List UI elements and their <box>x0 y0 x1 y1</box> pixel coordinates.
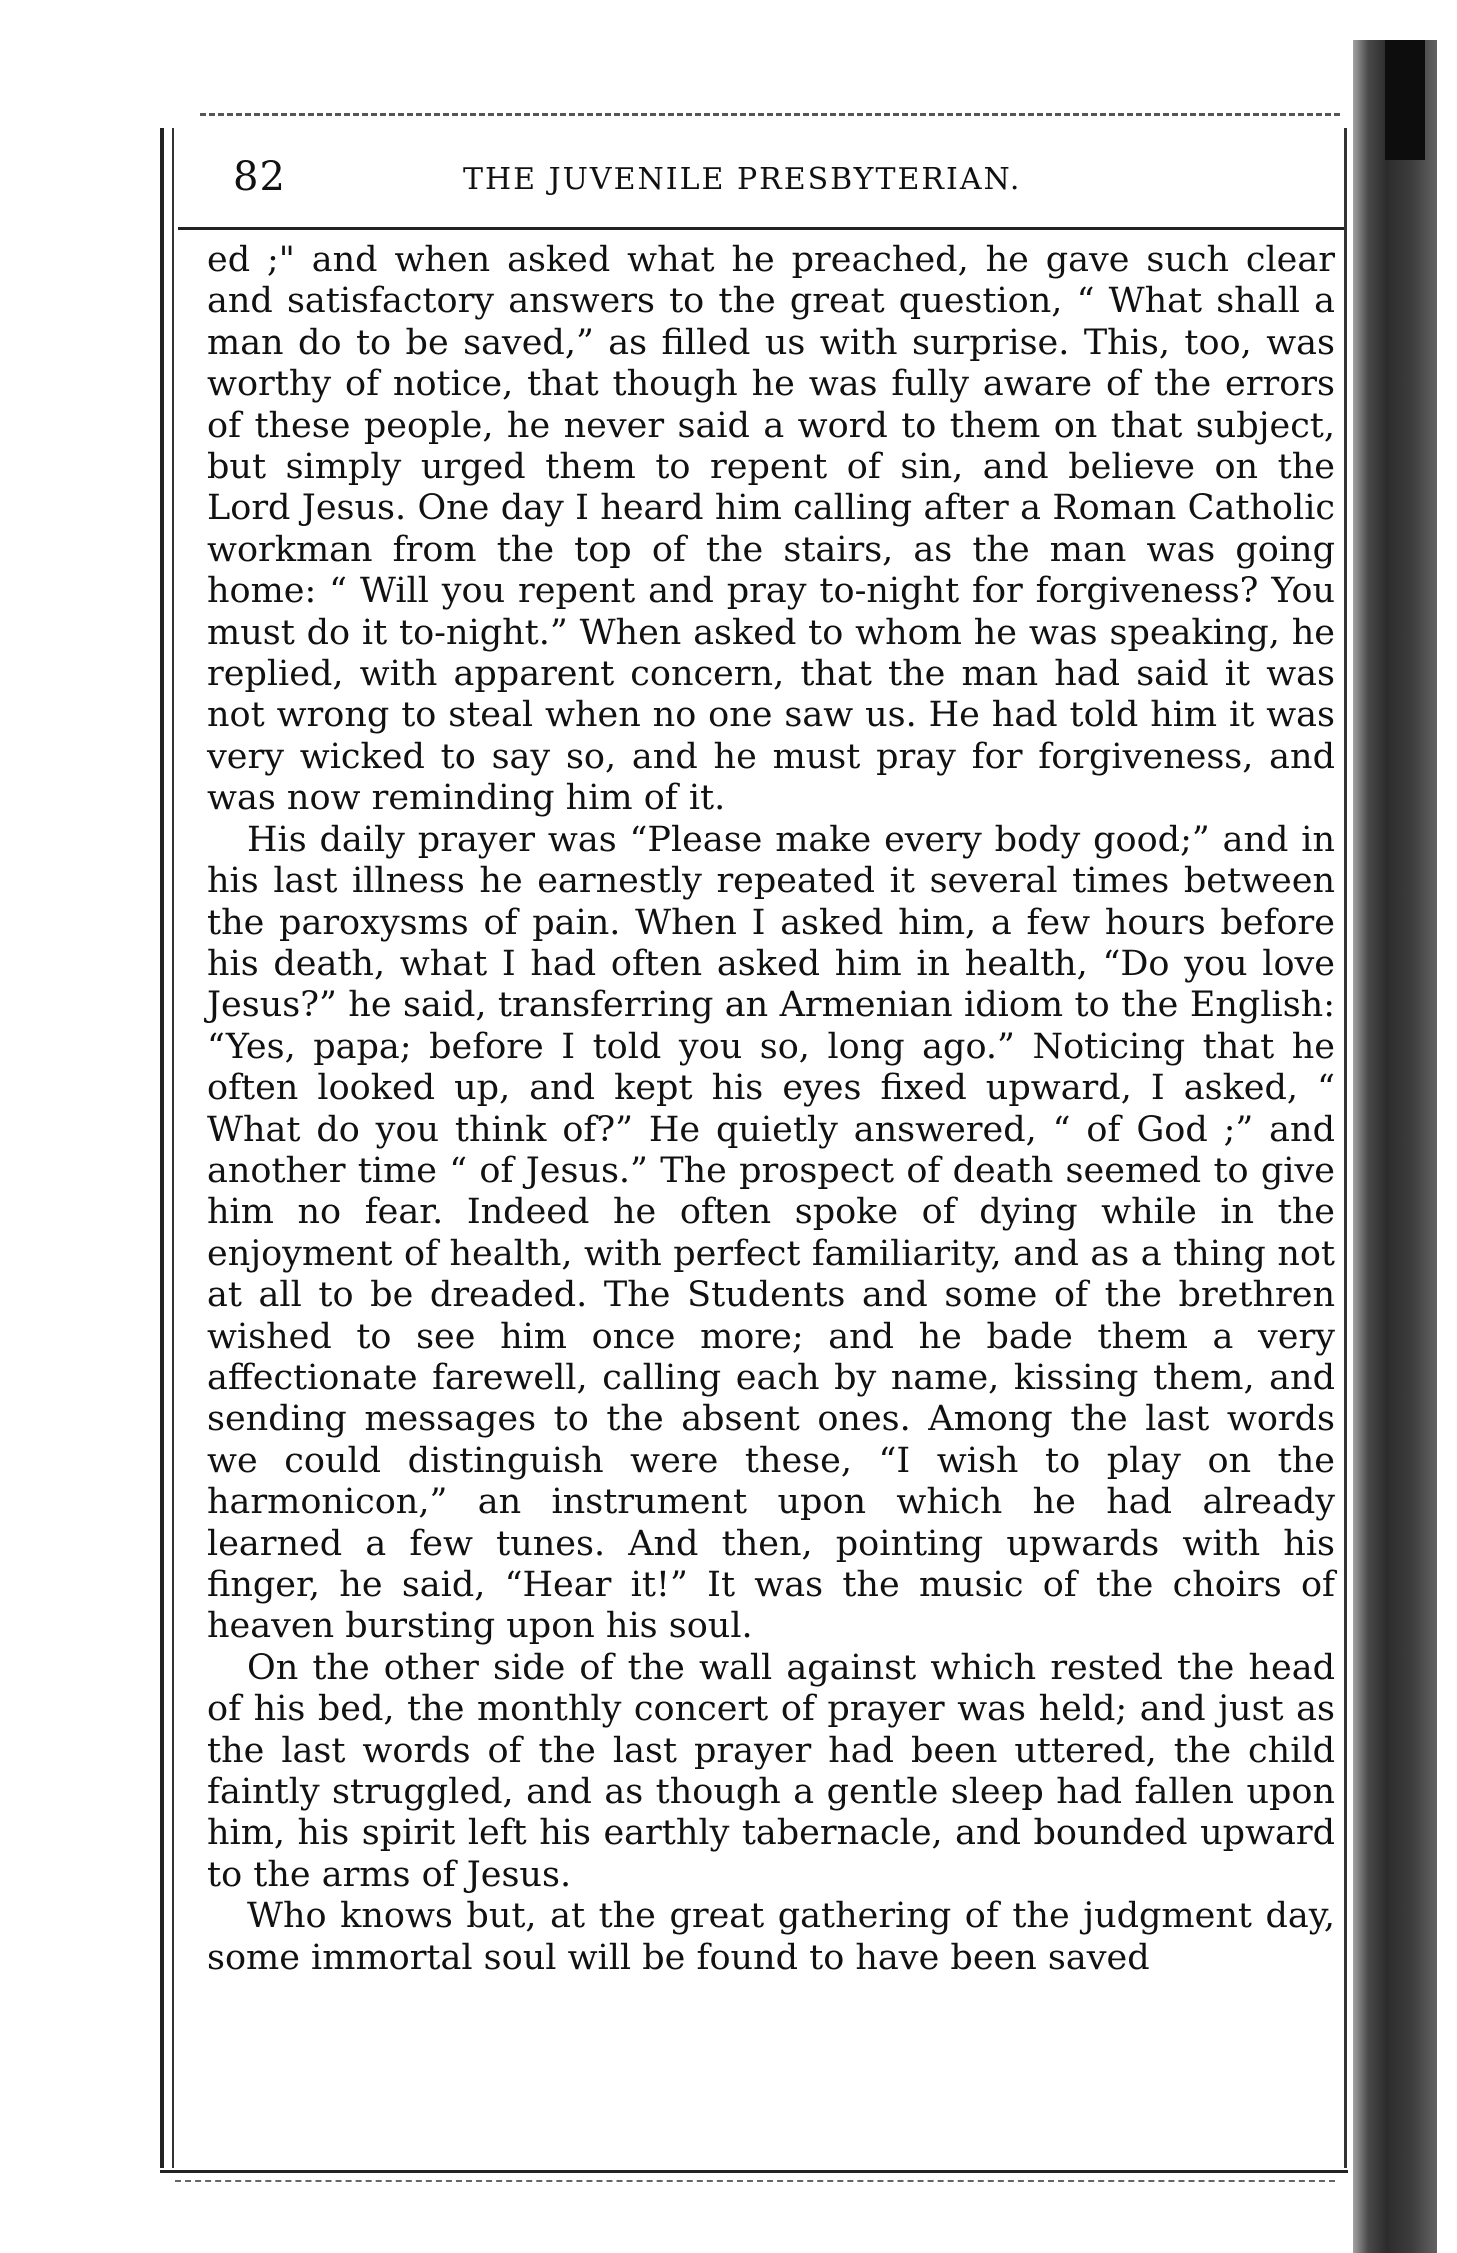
paragraph: His daily prayer was “Please make every body good;” and in his last illness he earnestly repeated it several times between the paroxysms of pain. When I asked him, a few hours before his death, what I had often asked him in health, “Do you love Jesus?” he said, transferring an Armenian idiom to the English: “Yes, papa; before I told you so, long ago.” Noticing that he often looked up, and kept his eyes fixed upward, I asked, “ What do you think of?” He quietly answered, “ of God ;” and another time “ of Jesus.” The prospect of death seemed to give him no fear. Indeed he often spoke of dying while in the enjoyment of health, with perfect familiarity, and as a thing not at all to be dreaded. The Students and some of the brethren wished to see him once more; and he bade them a very affectionate farewell, calling each by name, kissing them, and sending messages to the absent ones. Among the last words we could distinguish were these, “I wish to play on the harmonicon,” an instrument upon which he had already learned a few tunes. And then, pointing upwards with his finger, he said, “Hear it!” It was the music of the choirs of heaven bursting upon his soul. <box>207 819 1335 1647</box>
paragraph: Who knows but, at the great gathering of the judgment day, some immortal soul will be found to have been saved <box>207 1896 1335 1978</box>
journal-title: THE JUVENILE PRESBYTERIAN. <box>463 162 1022 197</box>
page-frame-right-rule <box>1344 128 1347 2168</box>
paragraph: On the other side of the wall against which rested the head of his bed, the monthly concert of prayer was held; and just as the last words of the last prayer had been uttered, the child faintly struggled, and as though a gentle sleep had fallen upon him, his spirit left his earthly tabernacle, and bounded upward to the arms of Jesus. <box>207 1647 1335 1895</box>
paragraph-continued: ed ;" and when asked what he preached, he gave such clear and satisfactory answers to the great question, “ What shall a man do to be saved,” as filled us with surprise. This, too, was worthy of notice, that though he was fully aware of the errors of these people, he never said a word to them on that subject, but simply urged them to repent of sin, and believe on the Lord Jesus. One day I heard him calling after a Roman Catholic workman from the top of the stairs, as the man was going home: “ Will you repent and pray to-night for forgiveness? You must do it to-night.” When asked to whom he was speaking, he replied, with apparent concern, that the man had said it was not wrong to steal when no one saw us. He had told him it was very wicked to say so, and he must pray for forgiveness, and was now reminding him of it. <box>207 240 1335 819</box>
page-frame-top-rule <box>200 113 1340 116</box>
page-frame-left-inner-rule <box>172 128 174 2168</box>
page-frame-left-rule <box>160 128 164 2168</box>
running-header <box>178 148 1338 210</box>
page-frame-bottom-rule <box>160 2170 1348 2173</box>
scan-edge-shadow-top <box>1385 40 1425 160</box>
header-rule <box>178 227 1344 230</box>
page-number: 82 <box>233 154 286 200</box>
scan-edge-shadow <box>1353 40 1437 2253</box>
page-frame-bottom-dashed-rule <box>175 2180 1335 2182</box>
article-body <box>207 240 1335 1979</box>
